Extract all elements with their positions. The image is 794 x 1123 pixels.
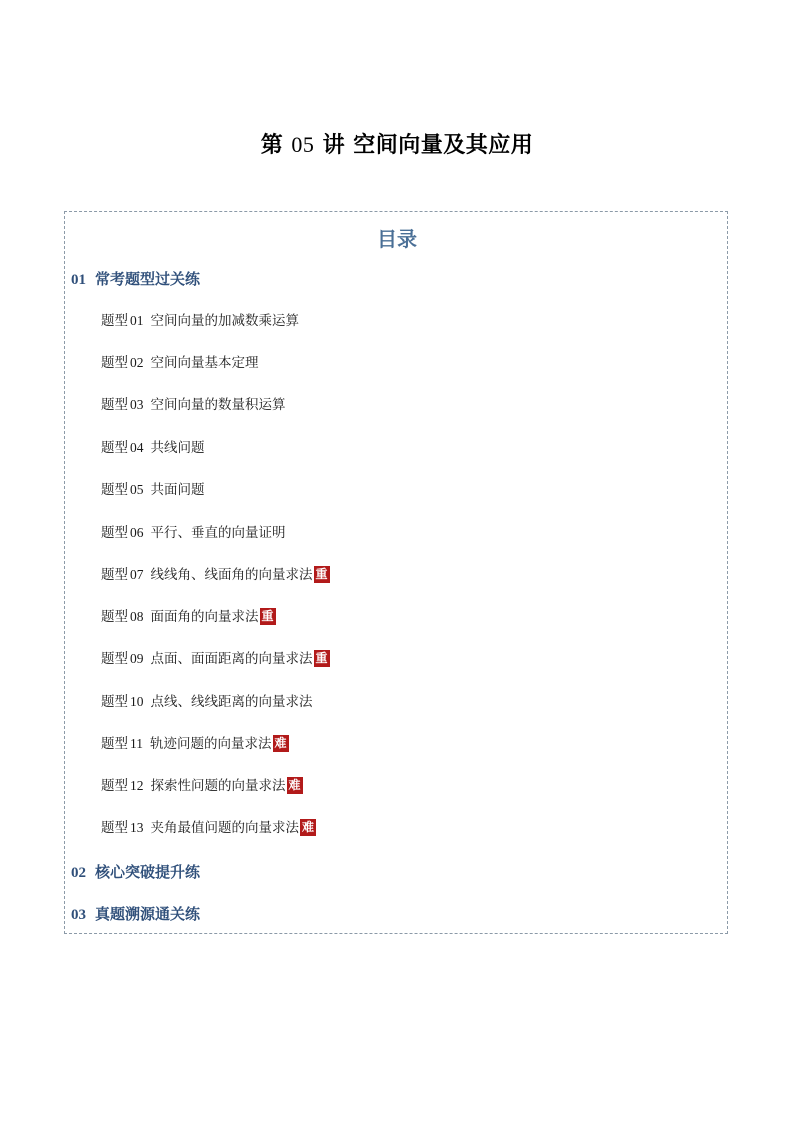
key-badge: 重 <box>315 567 328 581</box>
toc-section-02[interactable] <box>71 860 200 885</box>
item-prefix: 题型 <box>101 609 128 625</box>
item-label: 夹角最值问题的向量求法 <box>150 820 299 836</box>
table-of-contents <box>64 211 728 934</box>
section-number: 02 <box>71 865 86 881</box>
title-suffix: 讲 空间向量及其应用 <box>322 133 534 158</box>
item-prefix: 题型 <box>101 567 128 583</box>
item-number: 12 <box>130 778 144 793</box>
hard-badge: 难 <box>274 736 287 750</box>
toc-item-07[interactable] <box>101 564 330 586</box>
item-prefix: 题型 <box>101 397 128 413</box>
item-number: 04 <box>130 440 144 455</box>
toc-item-11[interactable] <box>101 733 289 755</box>
item-label: 线线角、线面角的向量求法 <box>150 567 313 583</box>
item-prefix: 题型 <box>101 440 128 456</box>
title-prefix: 第 <box>260 133 284 158</box>
toc-item-08[interactable] <box>101 606 276 628</box>
section-label: 常考题型过关练 <box>95 270 201 288</box>
item-prefix: 题型 <box>101 313 128 329</box>
toc-item-10[interactable] <box>101 691 313 713</box>
toc-item-03[interactable] <box>101 394 286 416</box>
item-prefix: 题型 <box>101 482 128 498</box>
item-prefix: 题型 <box>101 778 128 794</box>
item-label: 共面问题 <box>150 482 205 498</box>
item-number: 03 <box>130 397 144 412</box>
page-title <box>0 128 794 163</box>
item-number: 02 <box>130 355 144 370</box>
item-prefix: 题型 <box>101 651 128 667</box>
section-label: 核心突破提升练 <box>95 863 201 881</box>
item-label: 轨迹问题的向量求法 <box>150 736 272 752</box>
toc-item-09[interactable] <box>101 648 330 670</box>
item-label: 点面、面面距离的向量求法 <box>150 651 313 667</box>
section-number: 01 <box>71 272 86 288</box>
item-label: 探索性问题的向量求法 <box>150 778 286 794</box>
item-label: 面面角的向量求法 <box>150 609 259 625</box>
item-number: 13 <box>130 820 144 835</box>
item-label: 点线、线线距离的向量求法 <box>150 694 313 710</box>
toc-heading: 目录 <box>377 227 417 251</box>
hard-badge: 难 <box>302 820 315 834</box>
item-label: 空间向量的数量积运算 <box>150 397 286 413</box>
item-number: 08 <box>130 609 144 624</box>
toc-section-03[interactable] <box>71 902 200 927</box>
item-prefix: 题型 <box>101 736 128 752</box>
toc-item-12[interactable] <box>101 775 303 797</box>
key-badge: 重 <box>315 651 328 665</box>
item-number: 06 <box>130 525 144 540</box>
section-number: 03 <box>71 907 86 923</box>
toc-section-01[interactable] <box>71 267 200 292</box>
item-number: 11 <box>130 736 143 751</box>
hard-badge: 难 <box>288 778 301 792</box>
item-label: 共线问题 <box>150 440 205 456</box>
item-number: 09 <box>130 651 144 666</box>
section-label: 真题溯源通关练 <box>95 905 201 923</box>
toc-item-06[interactable] <box>101 522 286 544</box>
key-badge: 重 <box>261 609 274 623</box>
title-number: 05 <box>291 132 315 157</box>
item-label: 空间向量基本定理 <box>150 355 259 371</box>
item-number: 07 <box>130 567 144 582</box>
item-prefix: 题型 <box>101 694 128 710</box>
item-number: 10 <box>130 694 144 709</box>
item-number: 01 <box>130 313 144 328</box>
item-prefix: 题型 <box>101 525 128 541</box>
toc-item-02[interactable] <box>101 352 259 374</box>
item-number: 05 <box>130 482 144 497</box>
item-prefix: 题型 <box>101 820 128 836</box>
toc-item-05[interactable] <box>101 479 205 501</box>
toc-item-13[interactable] <box>101 817 316 839</box>
item-label: 平行、垂直的向量证明 <box>150 525 286 541</box>
toc-item-04[interactable] <box>101 437 205 459</box>
toc-item-01[interactable] <box>101 310 299 332</box>
item-prefix: 题型 <box>101 355 128 371</box>
item-label: 空间向量的加减数乘运算 <box>150 313 299 329</box>
